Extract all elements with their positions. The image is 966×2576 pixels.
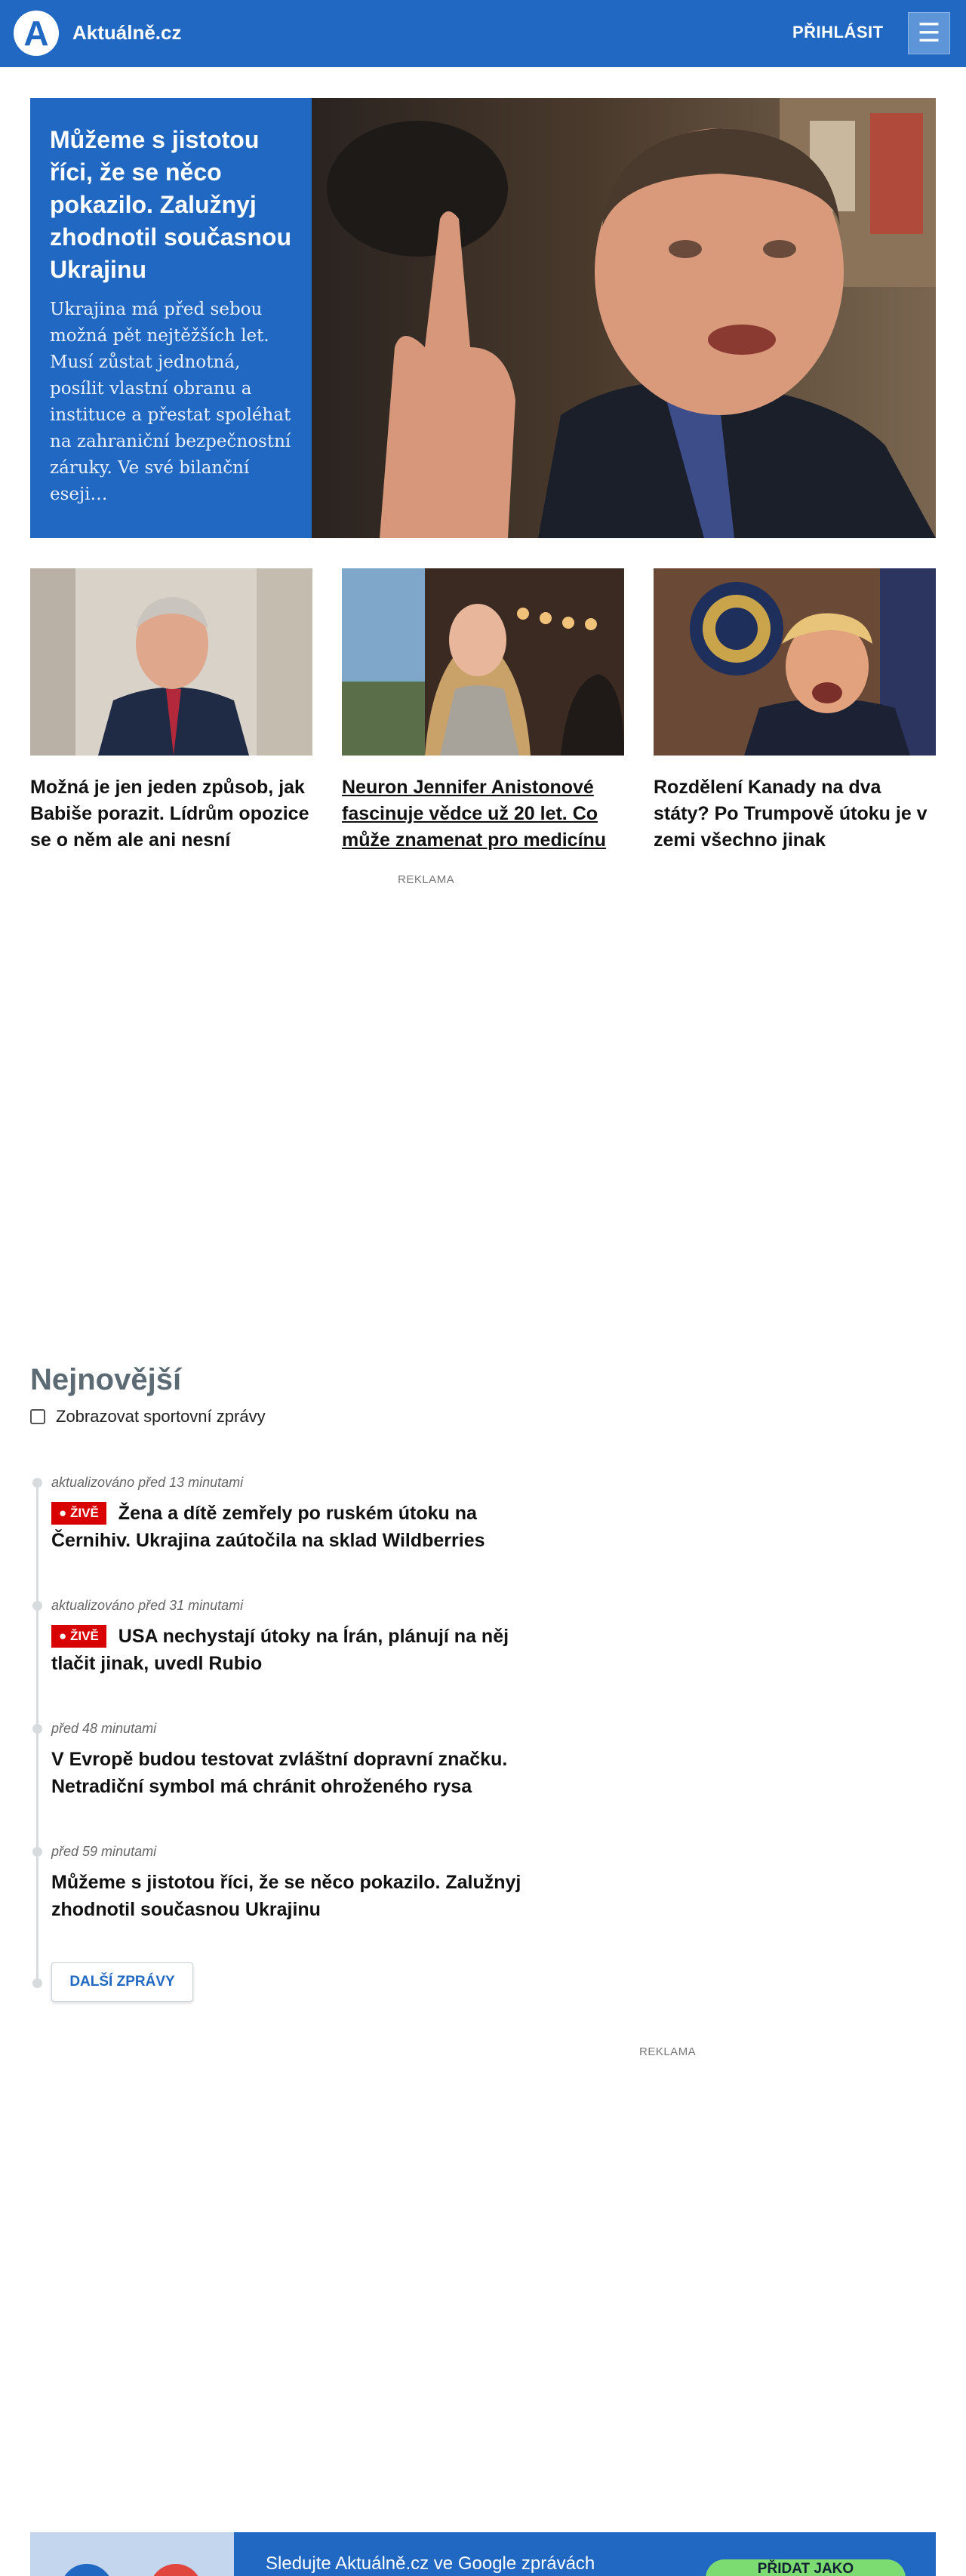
sport-checkbox[interactable] [30,1409,45,1424]
promo-text: Sledujte Aktuálně.cz ve Google zprávách [266,2553,595,2574]
article-title[interactable]: Rozdělení Kanady na dva státy? Po Trumpově útoku je v zemi všechno jinak [654,777,928,851]
timeline-dot [32,1847,42,1857]
brand-name[interactable]: Aktuálně.cz [72,21,182,44]
timeline-dot [32,1724,42,1734]
promo-graphic [30,2532,234,2576]
timeline-dot [32,1601,42,1611]
timeline-dot [32,1978,42,1988]
hero-article[interactable] [30,98,936,538]
live-badge: ● ŽIVĚ [51,1625,106,1648]
news-title[interactable]: Můžeme s jistotou říci, že se něco pokazilo. Zalužnyj zhodnotil současnou Ukrajinu [51,1872,521,1920]
live-badge: ● ŽIVĚ [51,1502,106,1525]
sport-toggle[interactable] [30,1407,266,1426]
article-card[interactable] [342,568,624,854]
hero-perex: Ukrajina má před sebou možná pět nejtěžších let. Musí zůstat jednotná, posílit vlastní obranu a instituce a přestat spoléhat na zahraniční bezpečnostní záruky. Ve své bilanční eseji… [50,300,291,504]
logo-letter: A [23,14,49,53]
news-time: před 48 minutami [51,1721,157,1736]
sport-toggle-label: Zobrazovat sportovní zprávy [56,1407,266,1426]
news-item[interactable] [51,1475,534,1554]
promo-circle [149,2564,202,2576]
article-title[interactable]: Neuron Jennifer Anistonové fascinuje vědce už 20 let. Co může znamenat pro medicínu [342,777,607,851]
news-title[interactable]: ● ŽIVĚ Žena a dítě zemřely po ruském útoku na Černihiv. Ukrajina zaútočila na sklad Wildberries [51,1503,485,1551]
article-photo[interactable] [30,568,312,756]
news-item[interactable] [51,1721,534,1800]
hero-text-box [30,98,312,538]
hamburger-icon[interactable]: ☰ [908,12,950,54]
timeline-dot [32,1478,42,1488]
news-time: aktualizováno před 13 minutami [51,1475,244,1490]
article-card[interactable] [654,568,936,854]
article-card[interactable] [30,568,312,854]
article-title[interactable]: Možná je jen jeden způsob, jak Babiše porazit. Lídrům opozice se o něm ale ani nesní [30,777,309,851]
hero-title[interactable]: Můžeme s jistotou říci, že se něco pokazilo. Zalužnyj zhodnotil současnou Ukrajinu [50,126,291,283]
latest-heading: Nejnovější [30,1363,182,1396]
news-time: před 59 minutami [51,1844,157,1859]
article-photo[interactable] [342,568,624,756]
news-time: aktualizováno před 31 minutami [51,1598,244,1613]
promo-circle [60,2564,113,2576]
news-title[interactable]: V Evropě budou testovat zvláštní dopravní značku. Netradiční symbol má chránit ohroženého rysa [51,1749,508,1797]
hero-photo[interactable] [312,98,936,538]
ad-label: REKLAMA [639,2045,697,2058]
article-photo[interactable] [654,568,936,756]
add-source-button[interactable]: PŘIDAT JAKO [706,2559,906,2576]
site-header [0,0,966,67]
site-logo[interactable] [14,11,59,56]
news-item[interactable] [51,1598,534,1677]
ad-label: REKLAMA [398,873,455,886]
login-button[interactable]: PŘIHLÁSIT [792,23,884,42]
google-news-promo[interactable] [30,2532,936,2576]
news-item[interactable] [51,1844,534,1923]
more-news-button[interactable]: DALŠÍ ZPRÁVY [51,1962,193,2002]
news-title[interactable]: ● ŽIVĚ USA nechystají útoky na Írán, plánují na něj tlačit jinak, uvedl Rubio [51,1626,509,1674]
